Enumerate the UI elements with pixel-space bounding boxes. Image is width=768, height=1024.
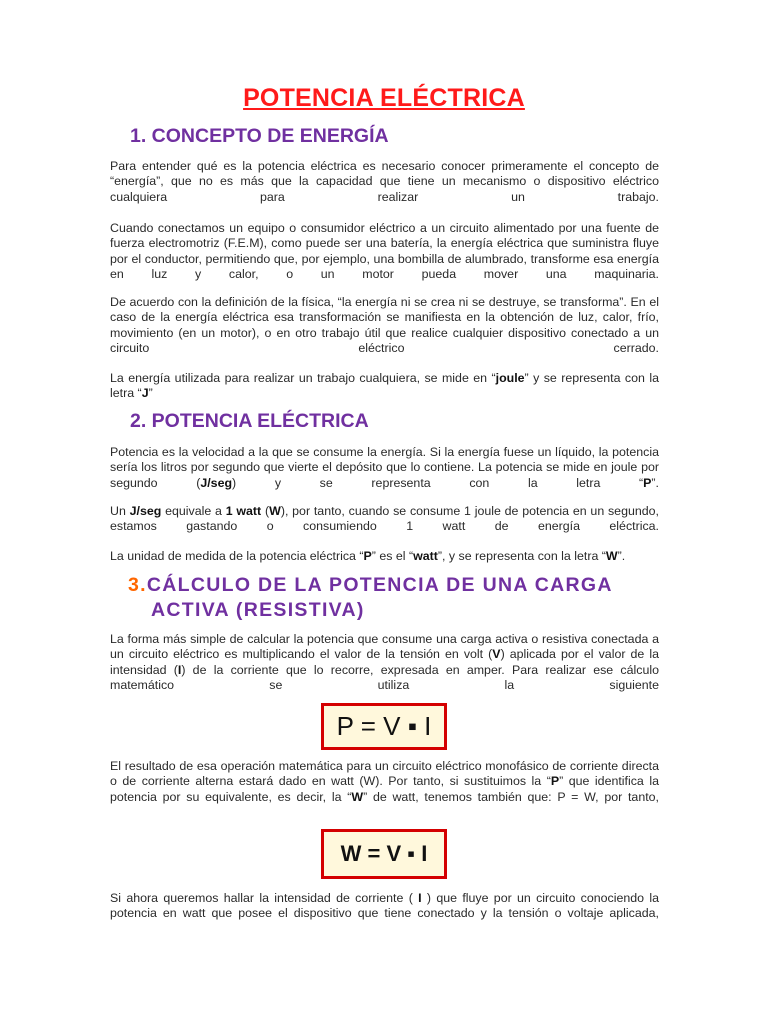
- section-3-paragraph-1: La forma más simple de calcular la potencia que consume una carga activa o resistiva conectada a un circuito eléctrico es multiplicando el valor de la tensión en volt (V) aplicada por el valor de la intensidad (I) de la corriente que lo recorre, expresada en amper. Para realizar ese cálculo matemático se utiliza la siguiente: [110, 632, 660, 692]
- section-3-paragraph-2: El resultado de esa operación matemática para un circuito eléctrico monofásico de corriente directa o de corriente alterna estará dado en watt (W). Por tanto, si sustituimos la “P” que identifica la potencia por su equivalente, es decir, la “W” de watt, tenemos también que: P = W, por tanto,: [110, 759, 659, 804]
- section-1-heading: 1. CONCEPTO DE ENERGÍA: [130, 125, 389, 147]
- page-title: POTENCIA ELÉCTRICA: [243, 84, 525, 112]
- section-2-heading: 2. POTENCIA ELÉCTRICA: [130, 410, 369, 432]
- section-1-paragraph-2: Cuando conectamos un equipo o consumidor eléctrico a un circuito alimentado por una fuente de fuerza electromotriz (F.E.M), como puede ser una batería, la energía eléctrica que suministra fluye por el conductor, permitiendo que, por ejemplo, una bombilla de alumbrado, transforme esa energía en luz y calor, o un motor pueda mover una maquinaria.: [110, 221, 659, 281]
- section-2-paragraph-1: Potencia es la velocidad a la que se consume la energía. Si la energía fuese un líquido, la potencia sería los litros por segundo que vierte el depósito que lo contiene. La potencia se mide en joule por segundo (J/seg) y se representa con la letra “P”.: [110, 445, 659, 490]
- formula-power-box: [321, 703, 447, 750]
- section-2-paragraph-2: Un J/seg equivale a 1 watt (W), por tanto, cuando se consume 1 joule de potencia en un segundo, estamos gastando o consumiendo 1 watt de energía eléctrica.: [110, 504, 659, 534]
- formula-watt-box: [321, 829, 447, 879]
- section-3-heading: [128, 573, 660, 623]
- section-1-paragraph-4: La energía utilizada para realizar un trabajo cualquiera, se mide en “joule” y se representa con la letra “J”: [110, 371, 659, 401]
- formula-power: P = V ▪ I: [336, 711, 432, 741]
- section-3-paragraph-3: Si ahora queremos hallar la intensidad de corriente ( I ) que fluye por un circuito conociendo la potencia en watt que posee el dispositivo que tiene conectado y la tensión o voltaje aplicada,: [110, 891, 659, 921]
- section-1-paragraph-3: De acuerdo con la definición de la física, “la energía ni se crea ni se destruye, se transforma”. En el caso de la energía eléctrica esa transformación se manifiesta en la obtención de luz, calor, frío, movimiento (en un motor), o en otro trabajo útil que realice cualquier dispositivo conectado a un circuito eléctrico cerrado.: [110, 295, 659, 355]
- section-3-number: 3.: [128, 574, 147, 596]
- section-2-paragraph-3: La unidad de medida de la potencia eléctrica “P” es el “watt”, y se representa con la letra “W”.: [110, 549, 626, 563]
- section-3-heading-line-1: CÁLCULO DE LA POTENCIA DE UNA CARGA: [146, 574, 613, 596]
- section-1-paragraph-1: Para entender qué es la potencia eléctrica es necesario conocer primeramente el concepto de “energía”, que no es más que la capacidad que tiene un mecanismo o dispositivo eléctrico cualquiera para realizar un trabajo.: [110, 159, 659, 204]
- section-3-heading-line-2: ACTIVA (RESISTIVA): [151, 599, 365, 621]
- formula-watt: W = V ▪ I: [340, 841, 428, 866]
